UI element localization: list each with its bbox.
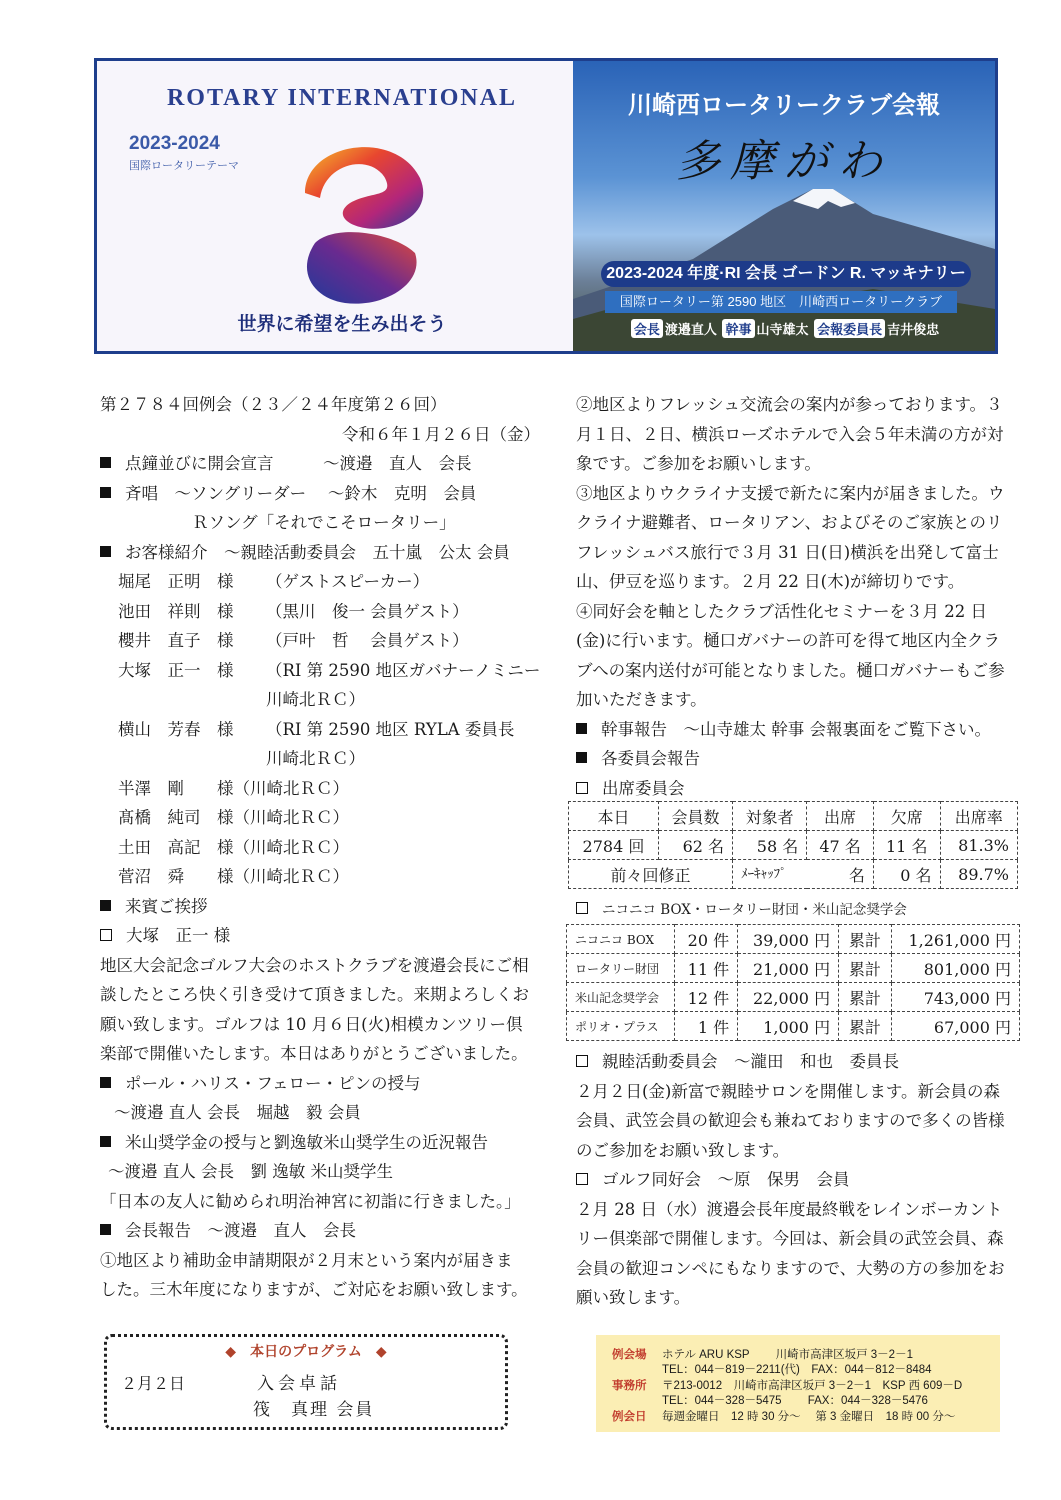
officer-name: 山寺雄太 bbox=[756, 322, 809, 337]
paragraph-line: 地区大会記念ゴルフ大会のホストクラブを渡邉会長にご相 bbox=[100, 955, 529, 975]
table-cell: 743,000 円 bbox=[891, 983, 1019, 1012]
agenda-secretary bbox=[576, 715, 1016, 745]
guest-row: 半澤 剛 様（川崎北ＲＣ） bbox=[118, 778, 349, 798]
table-header-cell: 会員数 bbox=[658, 802, 732, 831]
table-cell: 11 件 bbox=[675, 954, 738, 983]
guest-note: 川崎北ＲＣ） bbox=[266, 690, 365, 709]
newsletter-name: 多摩がわ bbox=[676, 136, 892, 187]
paul-harris-by: ～渡邉 直人 会長 堀越 毅 会員 bbox=[114, 1103, 361, 1122]
guest-row: 髙橋 純司 様（川崎北ＲＣ） bbox=[118, 808, 349, 827]
agenda-opening bbox=[100, 449, 550, 479]
table-cell: 0 名 bbox=[873, 860, 940, 889]
info-label: 事務所 bbox=[612, 1380, 647, 1392]
table-row bbox=[569, 831, 1018, 860]
guest-name: 櫻井 直子 様 bbox=[118, 631, 234, 650]
paragraph-line: した。三木年度になりますが、ご対応をお願い致します。 bbox=[100, 1280, 528, 1299]
table-row bbox=[567, 925, 1020, 954]
paragraph-line: ブへの案内送付が可能となりました。樋口ガバナーもご参 bbox=[576, 660, 1005, 680]
table-cell: 1,000 円 bbox=[738, 1012, 839, 1041]
district-banner: 国際ロータリー第 2590 地区 川崎西ロータリークラブ bbox=[605, 291, 957, 313]
officer-role: 幹事 bbox=[722, 319, 754, 338]
program-title: ◆ 本日のプログラム ◆ bbox=[225, 1344, 387, 1360]
paragraph-line: 会員の歓迎コンペにもなりますので、大勢の方の参加をお bbox=[576, 1258, 1005, 1278]
attendance-heading bbox=[576, 774, 1016, 804]
table-cell bbox=[733, 860, 874, 889]
paragraph-line: 願い致します。ゴルフは 10 月６日(火)相模カンツリー倶 bbox=[100, 1014, 523, 1034]
guest-name: 大塚 正一 様 bbox=[118, 660, 234, 680]
table-header-cell: 欠席 bbox=[873, 802, 940, 831]
guest-name bbox=[100, 685, 266, 715]
paragraph-line: 加いただきます。 bbox=[576, 690, 707, 709]
table-cell: 累計 bbox=[839, 983, 892, 1012]
guest-row bbox=[100, 597, 550, 627]
right-column bbox=[576, 390, 1016, 803]
paragraph-line: (金)に行います。樋口ガバナーの許可を得て地区内全クラ bbox=[576, 631, 1001, 650]
song-name: Ｒソング「それでこそロータリー」 bbox=[192, 513, 456, 532]
greeter bbox=[100, 921, 550, 951]
meeting-number: 第２７８４回例会（２３／２４年度第２６回） bbox=[100, 395, 447, 414]
officer-name: 吉井俊忠 bbox=[887, 322, 940, 337]
table-row bbox=[567, 1012, 1020, 1041]
table-cell: 20 件 bbox=[675, 925, 738, 954]
table-cell: ロータリー財団 bbox=[567, 954, 675, 983]
paragraph-line: 象です。ご参加をお願いします。 bbox=[576, 454, 821, 473]
club-title: 川崎西ロータリークラブ会報 bbox=[628, 92, 940, 119]
table-cell: 11 名 bbox=[873, 831, 940, 860]
square-bullet-icon bbox=[100, 546, 111, 557]
section-title: 親睦活動委員会 ～瀧田 和也 委員長 bbox=[602, 1052, 899, 1071]
guest-note: （RI 第 2590 地区ガバナーノミニー bbox=[266, 660, 541, 680]
table-cell: 39,000 円 bbox=[738, 925, 839, 954]
square-bullet-icon bbox=[576, 752, 587, 763]
table-cell: 累計 bbox=[839, 925, 892, 954]
left-column bbox=[100, 390, 550, 1305]
table-cell: 89.7% bbox=[940, 860, 1017, 889]
square-bullet-icon bbox=[100, 900, 111, 911]
officer-role: 会報委員長 bbox=[814, 319, 885, 338]
paragraph-line: クライナ避難者、ロータリアン、およびそのご家族とのリ bbox=[576, 513, 1003, 532]
agenda-text: ポール・ハリス・フェロー・ピンの授与 bbox=[125, 1073, 421, 1093]
table-header-cell: 本日 bbox=[569, 802, 659, 831]
theme-panel bbox=[97, 61, 573, 351]
guest-row: 菅沼 舜 様（川崎北ＲＣ） bbox=[118, 867, 349, 886]
paragraph-line: 楽部で開催いたします。本日はありがとうございました。 bbox=[100, 1044, 528, 1063]
agenda-text: 点鐘並びに開会宣言 ～渡邉 直人 会長 bbox=[125, 454, 472, 473]
agenda-text: 来賓ご挨拶 bbox=[125, 896, 208, 916]
theme-label: 国際ロータリーテーマ bbox=[129, 160, 239, 172]
paragraph-line: リー倶楽部で開催します。今回は、新会員の武笠会員、森 bbox=[576, 1229, 1004, 1248]
table-cell: 22,000 円 bbox=[738, 983, 839, 1012]
club-panel bbox=[573, 61, 995, 351]
guest-row bbox=[100, 744, 550, 774]
table-cell: 累計 bbox=[839, 954, 892, 983]
guest-note: （ゲストスピーカー） bbox=[266, 572, 430, 591]
club-info bbox=[596, 1335, 1000, 1432]
theme-year: 2023-2024 bbox=[129, 133, 220, 154]
greeter-name: 大塚 正一 様 bbox=[126, 926, 231, 945]
table-cell: 21,000 円 bbox=[738, 954, 839, 983]
venue-row bbox=[612, 1346, 913, 1362]
agenda-paul-harris bbox=[100, 1069, 550, 1099]
table-cell: 1 件 bbox=[675, 1012, 738, 1041]
section-title: ニコニコ BOX・ロータリー財団・米山記念奨学会 bbox=[602, 902, 907, 918]
table-cell: 前々回修正 bbox=[569, 860, 733, 889]
agenda-committee bbox=[576, 744, 1016, 774]
program-speaker: 筏 真理 会員 bbox=[253, 1400, 375, 1420]
square-bullet-icon bbox=[100, 487, 111, 498]
newsletter-header bbox=[94, 58, 998, 354]
square-bullet-icon bbox=[100, 1136, 111, 1147]
guest-name: 横山 芳春 様 bbox=[118, 719, 234, 739]
checkbox-bullet-icon bbox=[576, 902, 588, 914]
agenda-text: 米山奨学金の授与と劉逸敏米山奨学生の近況報告 bbox=[125, 1132, 488, 1152]
table-cell: ニコニコ BOX bbox=[567, 925, 675, 954]
table-cell: 67,000 円 bbox=[891, 1012, 1019, 1041]
table-cell: 米山記念奨学会 bbox=[567, 983, 675, 1012]
info-label: 例会場 bbox=[612, 1349, 647, 1361]
guest-row bbox=[100, 715, 550, 745]
table-cell: 1,261,000 円 bbox=[891, 925, 1019, 954]
agenda-text: 会長報告 ～渡邉 直人 会長 bbox=[125, 1221, 356, 1240]
program-date: ２月２日 bbox=[121, 1374, 186, 1393]
paragraph-line: 月１日、２日、横浜ローズホテルで入会５年未満の方が対 bbox=[576, 424, 1004, 444]
golf-heading bbox=[576, 1165, 1016, 1195]
guest-row: 土田 高記 様（川崎北ＲＣ） bbox=[118, 837, 349, 857]
donation-table bbox=[566, 924, 1020, 1041]
attendance-table bbox=[568, 801, 1018, 889]
section-title: ゴルフ同好会 ～原 保男 会員 bbox=[602, 1170, 850, 1189]
makeup-count: 名 bbox=[848, 865, 865, 885]
paragraph-line: のご参加をお願い致します。 bbox=[576, 1140, 790, 1160]
guest-name: 堀尾 正明 様 bbox=[118, 572, 234, 591]
table-cell: 62 名 bbox=[658, 831, 732, 860]
square-bullet-icon bbox=[100, 1224, 111, 1235]
yoneyama-quote: 「日本の友人に勧められ明治神宮に初詣に行きました。」 bbox=[100, 1191, 521, 1211]
info-label: 例会日 bbox=[612, 1411, 647, 1423]
guest-name bbox=[100, 744, 266, 774]
paragraph-line: ２月 28 日（水）渡邉会長年度最終戦をレインボーカント bbox=[576, 1199, 1003, 1219]
paragraph-line: 願い致します。 bbox=[576, 1288, 691, 1307]
agenda-guest-intro bbox=[100, 538, 550, 568]
section-title: 出席委員会 bbox=[602, 778, 685, 798]
table-cell: 801,000 円 bbox=[891, 954, 1019, 983]
checkbox-bullet-icon bbox=[100, 929, 112, 941]
square-bullet-icon bbox=[576, 723, 587, 734]
program-topic: 入会卓話 bbox=[257, 1374, 341, 1394]
table-cell: 81.3% bbox=[940, 831, 1017, 860]
guest-note: （RI 第 2590 地区 RYLA 委員長 bbox=[266, 719, 515, 739]
agenda-text: 幹事報告 ～山寺雄太 幹事 会報裏面をご覧下さい。 bbox=[601, 719, 991, 739]
agenda-greeting bbox=[100, 892, 550, 922]
agenda-text: 各委員会報告 bbox=[601, 749, 700, 768]
paragraph-line: ①地区より補助金申請期限が２月末という案内が届きま bbox=[100, 1250, 513, 1270]
guest-row bbox=[100, 685, 550, 715]
yoneyama-by: ～渡邉 直人 会長 劉 逸敏 米山奨学生 bbox=[108, 1162, 393, 1181]
paragraph-line: ④同好会を軸としたクラブ活性化セミナーを３月 22 日 bbox=[576, 601, 987, 621]
ri-title: ROTARY INTERNATIONAL bbox=[166, 85, 518, 111]
table-header-cell: 出席率 bbox=[940, 802, 1017, 831]
officers bbox=[573, 319, 995, 338]
guest-note: 川崎北ＲＣ） bbox=[266, 749, 365, 768]
agenda-president-report bbox=[100, 1216, 550, 1246]
venue-tel: TEL：044－819－2211(代) FAX：044－812－8484 bbox=[662, 1364, 932, 1376]
right-column-lower bbox=[576, 1047, 1016, 1313]
info-value: 毎週金曜日 12 時 30 分～ 第 3 金曜日 18 時 00 分～ bbox=[662, 1411, 956, 1423]
table-header-cell: 対象者 bbox=[733, 802, 807, 831]
guest-row bbox=[100, 567, 550, 597]
rotary-theme-logo-icon bbox=[275, 123, 435, 313]
checkbox-bullet-icon bbox=[576, 1055, 588, 1067]
table-header-row bbox=[569, 802, 1018, 831]
paragraph-line: 会員、武笠会員の歓迎会も兼ねておりますので多くの皆様 bbox=[576, 1111, 1005, 1130]
checkbox-bullet-icon bbox=[576, 782, 588, 794]
guest-row bbox=[100, 626, 550, 656]
paragraph-line: ②地区よりフレッシュ交流会の案内が参っております。３ bbox=[576, 395, 1003, 414]
table-row bbox=[567, 954, 1020, 983]
guest-note: （戸叶 哲 会員ゲスト） bbox=[266, 631, 469, 650]
shinboku-heading bbox=[576, 1047, 1016, 1077]
paragraph-line: フレッシュバス旅行で３月 31 日(日)横浜を出発して富士 bbox=[576, 542, 999, 562]
paragraph-line: 談したところ快く引き受けて頂きました。来期よろしくお bbox=[100, 985, 529, 1004]
square-bullet-icon bbox=[100, 1077, 111, 1088]
table-row bbox=[567, 983, 1020, 1012]
makeup-label: ﾒｰｷｬｯﾌﾟ bbox=[741, 866, 787, 882]
table-header-cell: 出席 bbox=[807, 802, 874, 831]
guest-note: （黒川 俊一 会員ゲスト） bbox=[266, 601, 469, 621]
meeting-date: 令和６年１月２６日（金） bbox=[342, 424, 540, 444]
officer-name: 渡邉直人 bbox=[664, 322, 717, 337]
paragraph-line: ③地区よりウクライナ支援で新たに案内が届きました。ウ bbox=[576, 483, 1005, 503]
meeting-day-row bbox=[612, 1408, 955, 1424]
officer-role: 会長 bbox=[631, 319, 663, 338]
table-cell: 58 名 bbox=[733, 831, 807, 860]
checkbox-bullet-icon bbox=[576, 1173, 588, 1185]
table-row bbox=[569, 860, 1018, 889]
table-cell: 12 件 bbox=[675, 983, 738, 1012]
niko-heading bbox=[576, 898, 907, 918]
today-program bbox=[104, 1334, 508, 1430]
office-row bbox=[612, 1377, 962, 1393]
office-tel: TEL：044－328－5475 FAX：044－328－5476 bbox=[662, 1395, 928, 1407]
table-cell: 累計 bbox=[839, 1012, 892, 1041]
table-cell: ポリオ・プラス bbox=[567, 1012, 675, 1041]
agenda-yoneyama bbox=[100, 1128, 550, 1158]
agenda-song bbox=[100, 479, 550, 509]
table-cell: 47 名 bbox=[807, 831, 874, 860]
agenda-text: お客様紹介 ～親睦活動委員会 五十嵐 公太 会員 bbox=[125, 542, 510, 562]
info-value: 〒213-0012 川崎市高津区坂戸 3－2－1 KSP 西 609－D bbox=[662, 1380, 963, 1392]
paragraph-line: ２月２日(金)新富で親睦サロンを開催します。新会員の森 bbox=[576, 1081, 1001, 1101]
paragraph-line: 山、伊豆を巡ります。２月 22 日(木)が締切りです。 bbox=[576, 572, 965, 591]
ri-president-banner: 2023-2024 年度·RI 会長 ゴードン R. マッキナリー bbox=[601, 261, 971, 287]
table-cell: 2784 回 bbox=[569, 831, 659, 860]
guest-name: 池田 祥則 様 bbox=[118, 601, 234, 621]
slogan: 世界に希望を生み出そう bbox=[237, 314, 447, 335]
info-value: ホテル ARU KSP 川崎市高津区坂戸 3－2－1 bbox=[662, 1349, 913, 1361]
agenda-text: 斉唱 ～ソングリーダー ～鈴木 克明 会員 bbox=[125, 483, 477, 503]
square-bullet-icon bbox=[100, 457, 111, 468]
guest-row bbox=[100, 656, 550, 686]
